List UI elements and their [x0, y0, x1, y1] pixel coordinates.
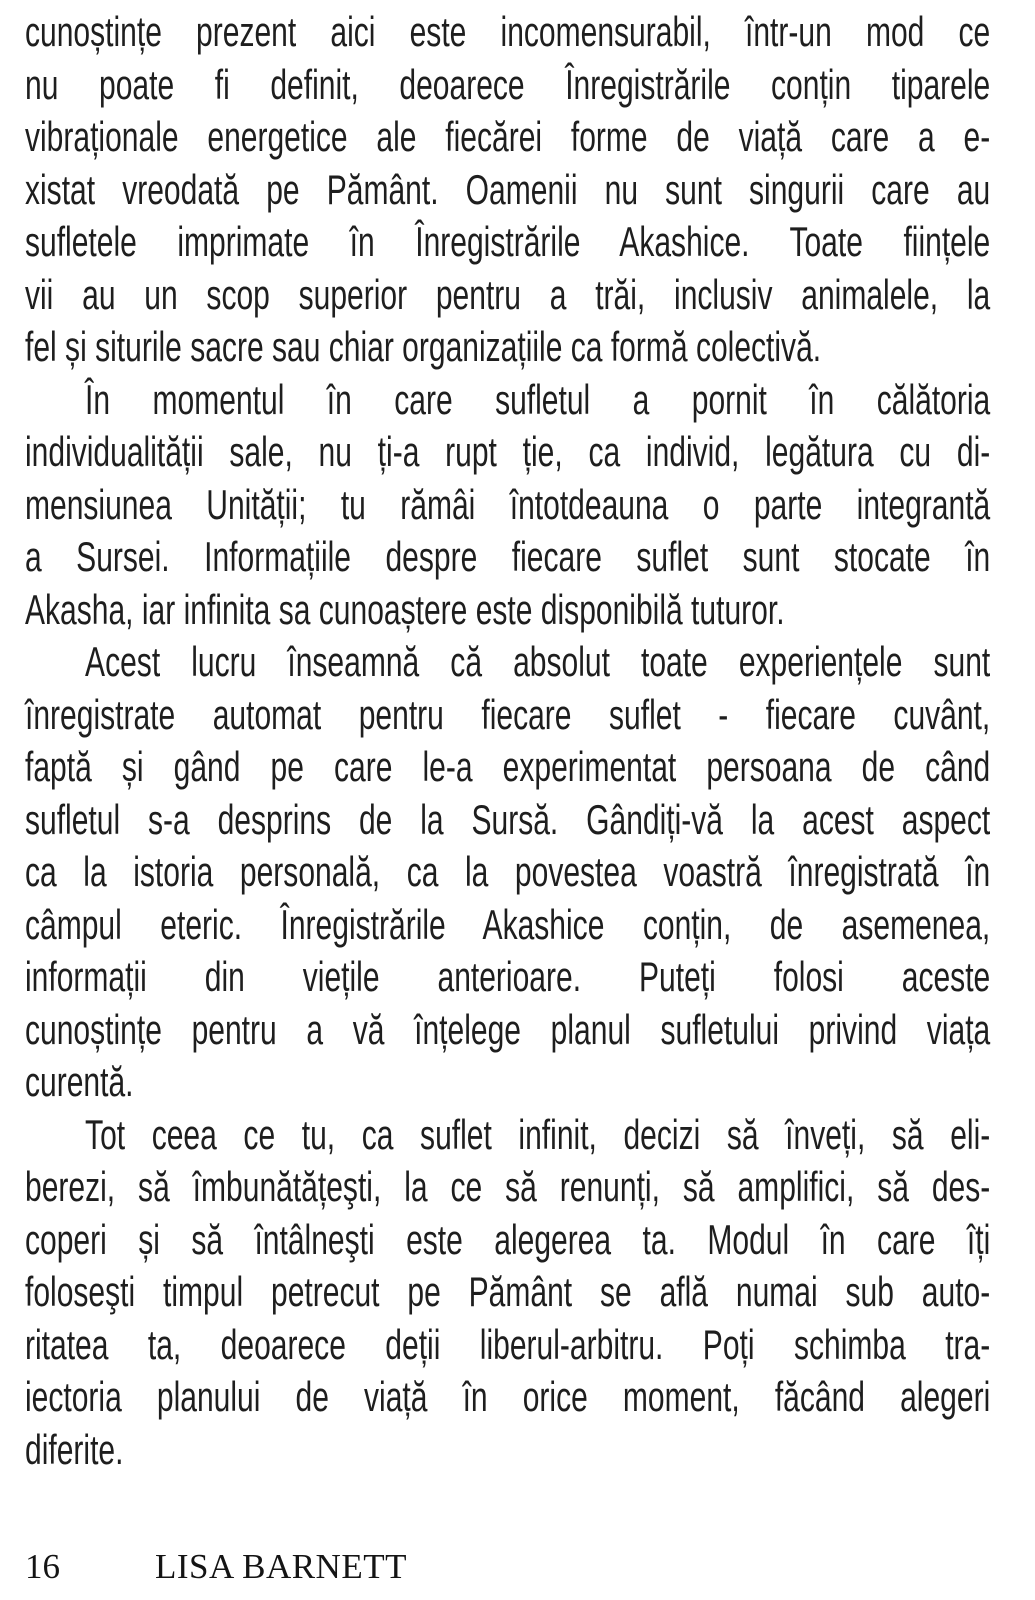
text-line: iectoria planului de viață în orice moment, făcând alegeri: [25, 1373, 991, 1420]
text-line: coperi și să întâlneşti este alegerea ta. Modul în care îți: [25, 1215, 991, 1263]
body-text: [25, 6, 1035, 1476]
text-line: sufletul s-a desprins de la Sursă. Gândiți-vă la acest aspect: [25, 795, 991, 843]
text-line: ritatea ta, deoarece deții liberul-arbitru. Poți schimba tra-: [25, 1320, 991, 1368]
text-line: ca la istoria personală, ca la povestea voastră înregistrată în: [25, 848, 991, 895]
text-line: faptă și gând pe care le-a experimentat persoana de când: [25, 743, 991, 790]
text-line: cunoștințe pentru a vă înțelege planul sufletului privind viața: [25, 1005, 991, 1053]
page-number: 16: [25, 1547, 60, 1586]
text-line: Akasha, iar infinita sa cunoaștere este disponibilă tuturor.: [25, 585, 785, 633]
text-line: Acest lucru înseamnă că absolut toate experiențele sunt: [85, 638, 991, 685]
text-line: individualității sale, nu ți-a rupt ție, ca individ, legătura cu di-: [25, 428, 991, 475]
page-footer: [0, 1547, 1035, 1595]
text-line: În momentul în care sufletul a pornit în călătoria: [85, 375, 991, 423]
text-line: informații din viețile anterioare. Puteți folosi aceste: [25, 953, 991, 1000]
text-line: Tot ceea ce tu, ca suflet infinit, decizi să înveți, să eli-: [85, 1110, 991, 1158]
text-line: curentă.: [25, 1058, 134, 1105]
text-line: fel și siturile sacre sau chiar organizațiile ca formă colectivă.: [25, 323, 822, 370]
running-head: LISA BARNETT: [155, 1547, 407, 1586]
text-line: foloseşti timpul petrecut pe Pământ se află numai sub auto-: [25, 1268, 991, 1315]
text-line: xistat vreodată pe Pământ. Oamenii nu sunt singurii care au: [25, 165, 991, 213]
text-line: berezi, să îmbunătățeşti, la ce să renunți, să amplifici, să des-: [25, 1163, 991, 1210]
text-line: a Sursei. Informațiile despre fiecare suflet sunt stocate în: [25, 533, 991, 580]
text-line: vibraționale energetice ale fiecărei forme de viață care a e-: [25, 113, 991, 160]
text-line: nu poate fi definit, deoarece Înregistrările conțin tiparele: [25, 60, 991, 108]
text-line: cunoștințe prezent aici este incomensurabil, într-un mod ce: [25, 8, 991, 55]
text-line: mensiunea Unității; tu rămâi întotdeauna o parte integrantă: [25, 480, 991, 528]
text-line: sufletele imprimate în Înregistrările Akashice. Toate ființele: [25, 218, 991, 265]
text-line: câmpul eteric. Înregistrările Akashice conțin, de asemenea,: [25, 900, 991, 948]
text-line: înregistrate automat pentru fiecare suflet - fiecare cuvânt,: [25, 690, 991, 738]
text-line: vii au un scop superior pentru a trăi, inclusiv animalele, la: [25, 270, 991, 318]
text-line: diferite.: [25, 1425, 124, 1473]
